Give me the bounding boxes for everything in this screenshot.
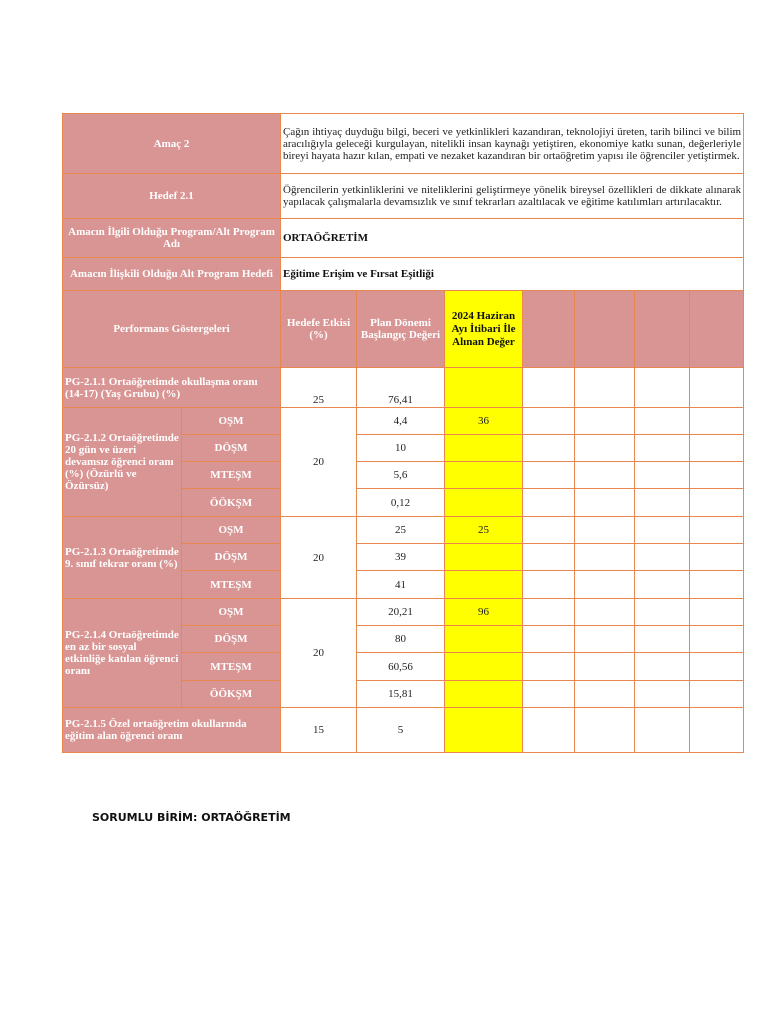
empty-cell — [690, 408, 744, 435]
empty-cell — [635, 544, 690, 571]
empty-cell — [523, 626, 575, 653]
plan-value: 41 — [357, 571, 445, 599]
empty-cell — [635, 435, 690, 462]
alinan-deger-header: 2024 Haziran Ayı İtibari İle Alınan Değer — [445, 291, 523, 368]
alinan-value — [445, 653, 523, 681]
sub-label: DÖŞM — [182, 626, 281, 653]
plan-value: 20,21 — [357, 599, 445, 626]
plan-value: 15,81 — [357, 681, 445, 708]
alinan-value: 36 — [445, 408, 523, 435]
empty-cell — [575, 435, 635, 462]
plan-value: 5 — [357, 708, 445, 753]
empty-cell — [523, 368, 575, 408]
alinan-value — [445, 489, 523, 517]
empty-cell — [575, 599, 635, 626]
empty-cell — [690, 368, 744, 408]
empty-cell — [575, 708, 635, 753]
hedefe-etkisi-value: 20 — [281, 599, 357, 708]
hedefe-etkisi-value: 25 — [281, 368, 357, 408]
table-row — [63, 599, 744, 626]
empty-cell — [635, 408, 690, 435]
alinan-value: 96 — [445, 599, 523, 626]
empty-cell — [575, 571, 635, 599]
sub-label: DÖŞM — [182, 435, 281, 462]
plan-value: 0,12 — [357, 489, 445, 517]
empty-cell — [523, 517, 575, 544]
empty-cell — [523, 489, 575, 517]
empty-cell — [690, 653, 744, 681]
alinan-value: 25 — [445, 517, 523, 544]
alt-program-label: Amacın İlişkili Olduğu Alt Program Hedefi — [63, 258, 281, 291]
plan-value: 39 — [357, 544, 445, 571]
empty-cell — [690, 681, 744, 708]
plan-value: 25 — [357, 517, 445, 544]
table-row — [63, 517, 744, 544]
empty-cell — [635, 681, 690, 708]
pg-label: PG-2.1.5 Özel ortaöğretim okullarında eğitim alan öğrenci oranı — [63, 708, 281, 753]
hedefe-etkisi-value: 20 — [281, 517, 357, 599]
empty-cell — [523, 571, 575, 599]
hedefe-etkisi-value: 20 — [281, 408, 357, 517]
empty-cell — [575, 489, 635, 517]
empty-cell — [523, 708, 575, 753]
alinan-value — [445, 435, 523, 462]
header-row — [63, 291, 744, 368]
pg-label: PG-2.1.1 Ortaöğretimde okullaşma oranı (14-17) (Yaş Grubu) (%) — [63, 368, 281, 408]
alinan-value — [445, 708, 523, 753]
empty-cell — [690, 462, 744, 489]
sub-label: OŞM — [182, 599, 281, 626]
plan-value: 4,4 — [357, 408, 445, 435]
empty-cell — [690, 517, 744, 544]
empty-cell — [635, 368, 690, 408]
plan-value: 80 — [357, 626, 445, 653]
empty-cell — [635, 517, 690, 544]
empty-cell — [575, 626, 635, 653]
alt-program-value: Eğitime Erişim ve Fırsat Eşitliği — [281, 258, 744, 291]
table-row — [63, 368, 744, 408]
program-label: Amacın İlgili Olduğu Program/Alt Program Adı — [63, 219, 281, 258]
empty-cell — [575, 544, 635, 571]
sub-label: MTEŞM — [182, 653, 281, 681]
empty-cell — [575, 462, 635, 489]
hedefe-etkisi-value: 15 — [281, 708, 357, 753]
pg-label: PG-2.1.3 Ortaöğretimde 9. sınıf tekrar oranı (%) — [63, 517, 182, 599]
hedef-label: Hedef 2.1 — [63, 174, 281, 219]
pg-label: PG-2.1.2 Ortaöğretimde 20 gün ve üzeri devamsız öğrenci oranı (%) (Özürlü ve Özürsüz) — [63, 408, 182, 517]
empty-cell — [635, 626, 690, 653]
amac-row — [63, 114, 744, 174]
sub-label: MTEŞM — [182, 462, 281, 489]
responsible-unit-text: SORUMLU BİRİM: ORTAÖĞRETİM — [92, 811, 291, 824]
empty-cell — [523, 681, 575, 708]
empty-header-cell — [690, 291, 744, 368]
sub-label: OŞM — [182, 408, 281, 435]
amac-text: Çağın ihtiyaç duyduğu bilgi, beceri ve yetkinlikleri kazandıran, teknolojiyi üreten, tarih bilinci ve bilim aracılığıyla geleceği kurgulayan, nitelikli insan kaynağı yetiştiren, ekonomiye katkı sunan, değerleriyle bireyi hayata hazır kılan, empati ve nezaket kazandıran bir ortaöğretim yapısı ile öğrenciler yetiştirmek. — [281, 114, 744, 174]
pg-label: PG-2.1.4 Ortaöğretimde en az bir sosyal etkinliğe katılan öğrenci oranı — [63, 599, 182, 708]
empty-cell — [523, 599, 575, 626]
empty-cell — [690, 435, 744, 462]
empty-cell — [635, 489, 690, 517]
empty-cell — [690, 571, 744, 599]
performance-table — [62, 113, 744, 753]
empty-cell — [690, 599, 744, 626]
alinan-value — [445, 571, 523, 599]
empty-cell — [690, 708, 744, 753]
table-row — [63, 408, 744, 435]
empty-cell — [690, 544, 744, 571]
empty-cell — [523, 408, 575, 435]
alt-program-row — [63, 258, 744, 291]
sub-label: ÖÖKŞM — [182, 681, 281, 708]
sub-label: ÖÖKŞM — [182, 489, 281, 517]
empty-cell — [575, 681, 635, 708]
amac-label: Amaç 2 — [63, 114, 281, 174]
empty-cell — [575, 517, 635, 544]
empty-cell — [575, 368, 635, 408]
hedef-row — [63, 174, 744, 219]
empty-cell — [523, 435, 575, 462]
empty-header-cell — [635, 291, 690, 368]
performans-header: Performans Göstergeleri — [63, 291, 281, 368]
plan-value: 5,6 — [357, 462, 445, 489]
empty-cell — [523, 462, 575, 489]
program-row — [63, 219, 744, 258]
empty-header-cell — [575, 291, 635, 368]
plan-value: 60,56 — [357, 653, 445, 681]
alinan-value — [445, 681, 523, 708]
plan-value: 10 — [357, 435, 445, 462]
empty-cell — [690, 626, 744, 653]
empty-cell — [635, 653, 690, 681]
empty-header-cell — [523, 291, 575, 368]
empty-cell — [635, 708, 690, 753]
hedef-text: Öğrencilerin yetkinliklerini ve niteliklerini geliştirmeye yönelik bireysel özellikleri de dikkate alınarak yapılacak çalışmalarla devamsızlık ve sınıf tekrarları azaltılacak ve eğitime katılımları artırılacaktır. — [281, 174, 744, 219]
empty-cell — [523, 544, 575, 571]
sub-label: OŞM — [182, 517, 281, 544]
empty-cell — [635, 571, 690, 599]
empty-cell — [575, 408, 635, 435]
empty-cell — [575, 653, 635, 681]
program-value: ORTAÖĞRETİM — [281, 219, 744, 258]
plan-donemi-header: Plan Dönemi Başlangıç Değeri — [357, 291, 445, 368]
alinan-value — [445, 462, 523, 489]
empty-cell — [635, 599, 690, 626]
hedefe-etkisi-header: Hedefe Etkisi (%) — [281, 291, 357, 368]
sub-label: DÖŞM — [182, 544, 281, 571]
sub-label: MTEŞM — [182, 571, 281, 599]
empty-cell — [523, 653, 575, 681]
alinan-value — [445, 368, 523, 408]
plan-value: 76,41 — [357, 368, 445, 408]
empty-cell — [690, 489, 744, 517]
alinan-value — [445, 544, 523, 571]
empty-cell — [635, 462, 690, 489]
alinan-value — [445, 626, 523, 653]
table-row — [63, 708, 744, 753]
